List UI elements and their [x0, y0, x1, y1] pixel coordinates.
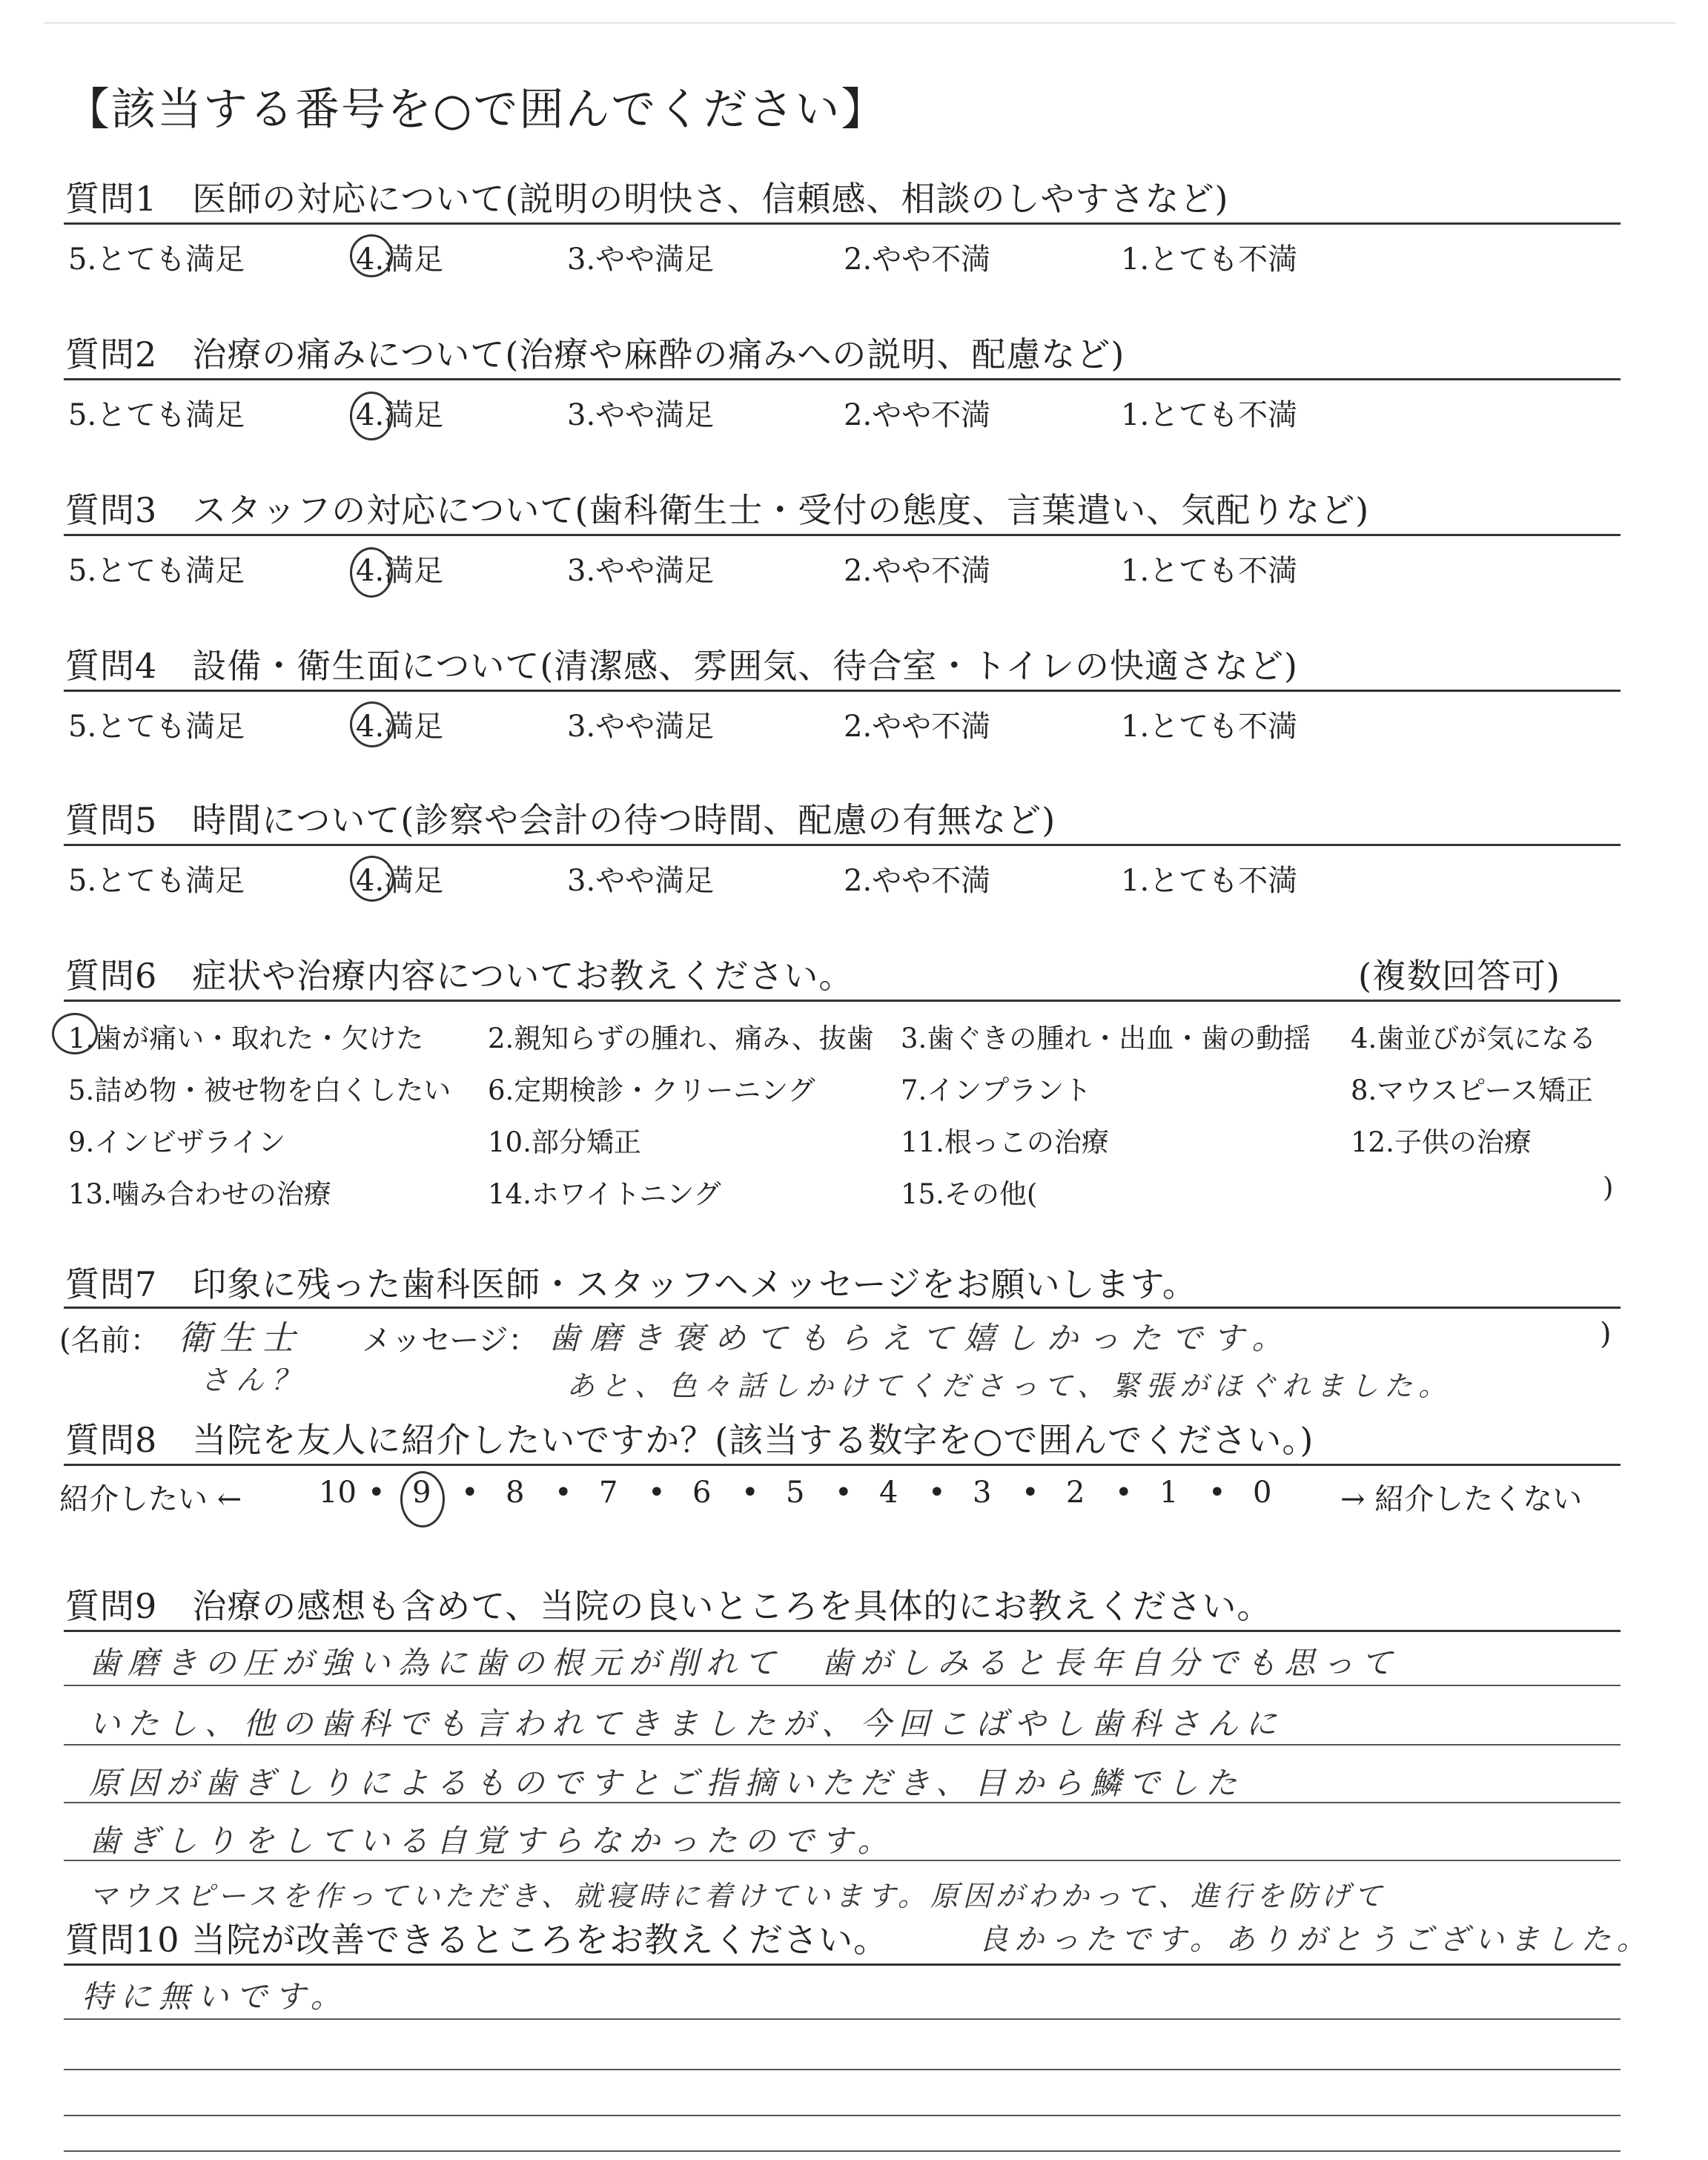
q7-message-handwritten-1: 歯磨き褒めてもらえて嬉しかったです。: [549, 1320, 1294, 1356]
question-5: 質問5 時間について(診察や会計の待つ時間、配慮の有無など): [65, 800, 1056, 840]
page-title: 【該当する番号を○で囲んでください】: [65, 84, 887, 136]
q6-option-2[interactable]: 2.親知らずの腫れ、痛み、抜歯: [488, 1023, 874, 1054]
q6-option-9[interactable]: 9.インビザライン: [68, 1126, 286, 1158]
rule: [64, 378, 1621, 380]
q4-option-4[interactable]: 4.満足: [356, 710, 444, 744]
scale-number-8[interactable]: 8: [506, 1476, 525, 1510]
question-9: 質問9 治療の感想も含めて、当院の良いところを具体的にお教えください。: [65, 1586, 1272, 1626]
rule: [64, 222, 1621, 225]
scale-separator-dot: •: [835, 1476, 853, 1510]
top-border: [44, 22, 1675, 24]
q6-option-1[interactable]: 1.歯が痛い・取れた・欠けた: [68, 1023, 424, 1054]
q6-option-15[interactable]: 15.その他(: [901, 1178, 1038, 1210]
q9-answer-line-4: 歯ぎしりをしている自覚すらなかったのです。: [89, 1823, 896, 1859]
scale-separator-dot: •: [648, 1476, 666, 1510]
q7-name-label: (名前：: [59, 1324, 160, 1358]
rule: [64, 1964, 1621, 1966]
answer-rule: [64, 2069, 1621, 2070]
scale-number-6[interactable]: 6: [692, 1476, 712, 1510]
q2-selected-circle: [350, 392, 393, 440]
answer-rule: [64, 1744, 1621, 1745]
q5-option-5[interactable]: 5.とても満足: [68, 864, 245, 898]
answer-rule: [64, 1685, 1621, 1686]
q2-option-3[interactable]: 3.やや満足: [567, 398, 715, 432]
q5-option-2[interactable]: 2.やや不満: [844, 864, 991, 898]
q7-name-handwritten-1: 衛生士: [178, 1318, 302, 1358]
q7-message-label: メッセージ：: [362, 1324, 538, 1358]
scale-number-7[interactable]: 7: [599, 1476, 618, 1510]
q4-option-3[interactable]: 3.やや満足: [567, 710, 715, 744]
scale-separator-dot: •: [1022, 1476, 1039, 1510]
question-1: 質問1 医師の対応について(説明の明快さ、信頼感、相談のしやすさなど): [65, 179, 1229, 219]
q6-option-11[interactable]: 11.根っこの治療: [901, 1126, 1109, 1158]
rule: [64, 1307, 1621, 1309]
question-4: 質問4 設備・衛生面について(清潔感、雰囲気、待合室・トイレの快適さなど): [65, 646, 1298, 686]
q6-option-12[interactable]: 12.子供の治療: [1351, 1126, 1532, 1158]
q2-option-2[interactable]: 2.やや不満: [844, 398, 991, 432]
q3-option-5[interactable]: 5.とても満足: [68, 554, 245, 588]
rule: [64, 690, 1621, 692]
scale-separator-dot: •: [1208, 1476, 1226, 1510]
q5-selected-circle: [350, 856, 394, 902]
rule: [64, 1630, 1621, 1632]
answer-rule: [64, 2115, 1621, 2116]
answer-rule: [64, 2018, 1621, 2020]
question-2: 質問2 治療の痛みについて(治療や麻酔の痛みへの説明、配慮など): [65, 334, 1125, 374]
q9-answer-line-5: マウスピースを作っていただき、就寝時に着けています。原因がわかって、進行を防げて: [89, 1880, 1387, 1912]
q6-option-14[interactable]: 14.ホワイトニング: [488, 1178, 721, 1210]
q6-option-3[interactable]: 3.歯ぐきの腫れ・出血・歯の動揺: [901, 1023, 1311, 1054]
q3-selected-circle: [350, 547, 393, 598]
answer-rule: [64, 1802, 1621, 1803]
answer-rule: [64, 1860, 1621, 1861]
question-10: 質問10 当院が改善できるところをお教えください。: [65, 1920, 889, 1960]
q2-option-5[interactable]: 5.とても満足: [68, 398, 245, 432]
q3-option-2[interactable]: 2.やや不満: [844, 554, 991, 588]
q6-option-5[interactable]: 5.詰め物・被せ物を白くしたい: [68, 1074, 451, 1106]
q4-option-1[interactable]: 1.とても不満: [1121, 710, 1298, 744]
scale-number-1[interactable]: 1: [1159, 1476, 1179, 1510]
scale-number-9[interactable]: 9: [412, 1476, 431, 1510]
scale-number-3[interactable]: 3: [973, 1476, 992, 1510]
q6-option-4[interactable]: 4.歯並びが気になる: [1351, 1023, 1597, 1054]
q2-option-4[interactable]: 4.満足: [356, 398, 444, 432]
question-3: 質問3 スタッフの対応について(歯科衛生士・受付の態度、言葉遣い、気配りなど): [65, 490, 1370, 530]
q6-option-10[interactable]: 10.部分矯正: [488, 1126, 641, 1158]
q4-option-2[interactable]: 2.やや不満: [844, 710, 991, 744]
scale-separator-dot: •: [461, 1476, 479, 1510]
scale-separator-dot: •: [1115, 1476, 1133, 1510]
q10-answer: 特に無いです。: [82, 1978, 349, 2015]
q1-option-4[interactable]: 4.満足: [356, 242, 444, 277]
question-6: 質問6 症状や治療内容についてお教えください。: [65, 956, 854, 996]
q7-message-handwritten-2: あと、色々話しかけてくださって、緊張がほぐれました。: [566, 1370, 1453, 1402]
q9-answer-line-6: 良かったです。ありがとうございました。: [979, 1923, 1652, 1957]
q6-selected-circle: [52, 1013, 98, 1054]
q5-option-3[interactable]: 3.やや満足: [567, 864, 715, 898]
q5-option-1[interactable]: 1.とても不満: [1121, 864, 1298, 898]
q4-option-5[interactable]: 5.とても満足: [68, 710, 245, 744]
scale-separator-dot: •: [368, 1476, 385, 1510]
q3-option-3[interactable]: 3.やや満足: [567, 554, 715, 588]
scale-separator-dot: •: [741, 1476, 759, 1510]
q6-option-7[interactable]: 7.インプラント: [901, 1074, 1092, 1106]
q3-option-1[interactable]: 1.とても不満: [1121, 554, 1298, 588]
rule: [64, 1000, 1621, 1002]
q1-selected-circle: [350, 234, 393, 277]
q1-option-2[interactable]: 2.やや不満: [844, 242, 991, 277]
scale-number-0[interactable]: 0: [1253, 1476, 1272, 1510]
q9-answer-line-1: 歯磨きの圧が強い為に歯の根元が削れて 歯がしみると長年自分でも思って: [89, 1645, 1400, 1681]
scale-separator-dot: •: [928, 1476, 946, 1510]
rule: [64, 1464, 1621, 1466]
scale-number-4[interactable]: 4: [879, 1476, 898, 1510]
q1-option-5[interactable]: 5.とても満足: [68, 242, 245, 277]
q1-option-1[interactable]: 1.とても不満: [1121, 242, 1298, 277]
q9-answer-line-2: いたし、他の歯科でも言われてきましたが、今回こばやし歯科さんに: [89, 1705, 1285, 1742]
q6-other-close-paren: ): [1603, 1172, 1614, 1203]
q7-close-paren: ): [1600, 1317, 1612, 1351]
q6-option-8[interactable]: 8.マウスピース矯正: [1351, 1074, 1593, 1106]
rule: [64, 844, 1621, 846]
question-8: 質問8 当院を友人に紹介したいですか？(該当する数字を○で囲んでください。): [65, 1420, 1314, 1460]
rule: [64, 534, 1621, 536]
q8-selected-circle: [400, 1471, 445, 1527]
q1-option-3[interactable]: 3.やや満足: [567, 242, 715, 277]
q2-option-1[interactable]: 1.とても不満: [1121, 398, 1298, 432]
question-7: 質問7 印象に残った歯科医師・スタッフへメッセージをお願いします。: [65, 1264, 1197, 1304]
scale-separator-dot: •: [555, 1476, 572, 1510]
scale-number-5[interactable]: 5: [786, 1476, 805, 1510]
scale-number-2[interactable]: 2: [1066, 1476, 1085, 1510]
q3-option-4[interactable]: 4.満足: [356, 554, 444, 588]
q8-right-label: → 紹介したくない: [1340, 1482, 1583, 1516]
q7-name-handwritten-2: さん？: [200, 1364, 308, 1396]
scale-number-10[interactable]: 10: [319, 1476, 357, 1510]
q8-left-label: 紹介したい ←: [59, 1482, 242, 1516]
q6-option-6[interactable]: 6.定期検診・クリーニング: [488, 1074, 815, 1106]
q9-answer-line-3: 原因が歯ぎしりによるものですとご指摘いただき、目から鱗でした: [89, 1765, 1245, 1801]
multiple-answer-note: (複数回答可): [1358, 956, 1560, 996]
q6-option-13[interactable]: 13.噛み合わせの治療: [68, 1178, 331, 1210]
answer-rule: [64, 2150, 1621, 2152]
q5-option-4[interactable]: 4.満足: [356, 864, 444, 898]
q4-selected-circle: [350, 701, 394, 747]
